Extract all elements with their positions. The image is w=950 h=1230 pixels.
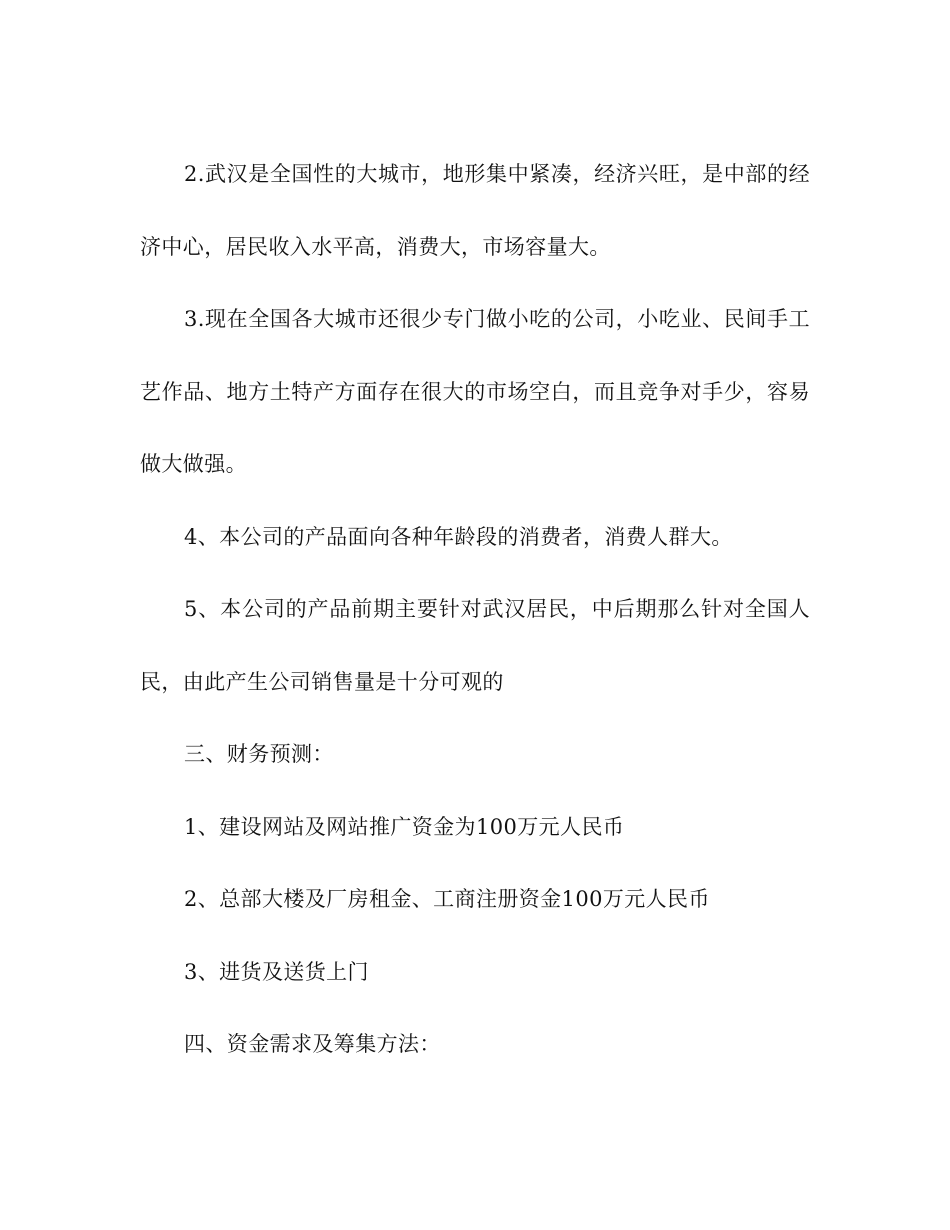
section-heading-financial-forecast: 三、财务预测： [184,742,334,766]
list-item-website-funding: 1、建设网站及网站推广资金为100万元人民币 [184,814,625,839]
list-item-purchasing-delivery: 3、进货及送货上门 [184,959,369,984]
paragraph-sales-outlook: 5、本公司的产品前期主要针对武汉居民，中后期那么针对全国人民，由此产生公司销售量是十分可观的 [140,597,810,694]
paragraph-wuhan-market: 2.武汉是全国性的大城市，地形集中紧凑，经济兴旺，是中部的经济中心，居民收入水平高，消费大，市场容量大。 [140,162,810,259]
section-heading-funding-requirements: 四、资金需求及筹集方法： [184,1032,441,1056]
document-body [140,138,810,1081]
list-item-headquarters-rent: 2、总部大楼及厂房租金、工商注册资金100万元人民币 [184,887,710,911]
paragraph-market-gap: 3.现在全国各大城市还很少专门做小吃的公司，小吃业、民间手工艺作品、地方土特产方面存在很大的市场空白，而且竞争对手少，容易做大做强。 [140,307,810,476]
paragraph-target-consumers: 4、本公司的产品面向各种年龄段的消费者，消费人群大。 [184,524,733,549]
